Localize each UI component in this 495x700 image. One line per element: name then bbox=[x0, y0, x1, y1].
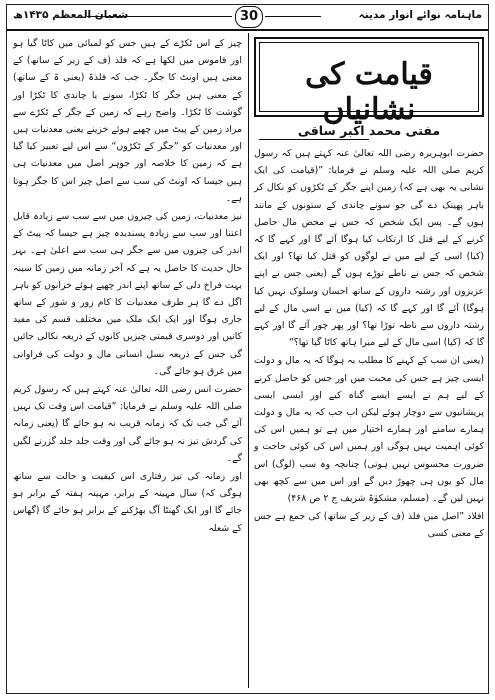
column-divider bbox=[248, 33, 249, 688]
paragraph: چیز کے اس ٹکڑے کے ہیں جس کو لمبائی میں کاٹا گیا ہو اور قاموس میں لکھا ہے کہ فلذ (ف کے زیر کے ساتھ) کے معنی ہیں اونٹ کا جگر۔ جب کہ فلذۃ (یعنی ۃ کے ساتھ) کے معنی ہیں جگر کا ٹکڑا، سونے یا چاندی کا ٹکڑا اور گوشت کا ٹکڑا۔ واضح رہے کہ زمین کے جگر کے ٹکڑے سے مراد زمین کے پیٹ میں چھپے ہوئے خزینے یعنی معدنیات ہیں اور معدنیات کو ”جگر کے ٹکڑوں“ سے اس لیے تعبیر کیا گیا ہے کہ زمین کا خلاصہ اور جوہر اصل میں معدنیات ہی ہیں جیسا کہ اونٹ کی سب سے اصل چیز اس کا جگر ہوتا ہے۔ bbox=[13, 38, 242, 204]
paragraph: (یعنی ان سب کے کہنے کا مطلب یہ ہوگا کہ یہ مال و دولت ایسی چیز ہے جس کی محبت میں اور جس کو حاصل کرنے کے لیے ہم نے ایسے ایسے گناہ کیے اور ایسی ایسی پریشانیوں سے دوچار ہوئے لیکن اب جب کہ یہ مال و دولت ہمارے سامنے اور ہمارے اختیار میں ہے تو ہمیں اس کی کوئی اہمیت نہیں ہوگی اور ہمیں اس کی کوئی حاجت و ضرورت محسوس نہیں ہوتی) چنانچہ وہ سب (لوگ) اس مال کو یوں ہی چھوڑ دیں گے اور اس میں سے کچھ بھی نہیں لیں گے۔ (مسلم، مشکوٰۃ شریف ج ۲ ص ۴۶۸) bbox=[254, 355, 484, 505]
page-header bbox=[7, 5, 488, 31]
paragraph: حضرت انس رضی اللہ تعالیٰ عنہ کہتے ہیں کہ رسول کریم صلی اللہ علیہ وسلم نے فرمایا: ”قیامت اس وقت تک نہیں آئے گی جب تک کہ زمانہ قریب نہ ہو جائے گا (یعنی زمانہ کی گردش تیز نہ ہو جائے گی اور وقت جلد جلد گزرنے لگیں گے۔ bbox=[13, 384, 242, 464]
article-author: مفتی محمد اکبر ساقی bbox=[297, 123, 441, 138]
paragraph: افلاذ ”اصل میں فلذ (ف کے زیر کے ساتھ) کی جمع ہے جس کے معنی کسی bbox=[254, 511, 484, 540]
article-title: قیامت کی نشانیاں bbox=[305, 57, 433, 127]
header-rule-right bbox=[265, 16, 321, 17]
left-column bbox=[13, 35, 242, 538]
title-frame bbox=[254, 37, 484, 127]
paragraph: نیز معدنیات، زمین کی چیزوں میں سے سب سے زیادہ قابل اعتنا اور سب سے زیادہ پسندیدہ چیز ہے جیسا کہ پیٹ کے اندر کی چیزوں میں سے جگر ہی سب سے اعلیٰ ہے۔ بہر حال حدیث کا حاصل یہ ہے کہ آخر زمانہ میں زمین کا سینہ بہت فراخ دلی کے ساتھ اپنے اندر چھپے ہوئے خزانوں کو باہر اگل دے گا ہر طرف معدنیات کا کام زور و شور کے ساتھ جاری ہوگا اور ایک ایک ملک میں مختلف قسم کی مفید کانیں اور دوسری قیمتی چیزیں کانوں کے ذریعہ نکالی جائیں گی جس کے ذریعہ نسل انسانی مال و دولت کی فراوانی میں غرق ہو جائے گی۔ bbox=[13, 211, 242, 377]
magazine-page bbox=[6, 4, 489, 694]
issue-date: شعبان المعظم ۱۴۳۵ھ bbox=[13, 9, 129, 21]
magazine-name: ماہنامہ نوائے انوار مدینہ bbox=[358, 9, 482, 21]
author-underline bbox=[259, 139, 369, 140]
page-number: 30 bbox=[235, 6, 263, 28]
paragraph: اور زمانہ کی تیز رفتاری اس کیفیت و حالت سے ساتھ ہوگی کہ) سال مہینہ کے برابر، مہینہ ہفتہ کے برابر ہو جائے گا اور ایک گھنٹا آگ بھڑکنے کے برابر ہو جائے گا (گھاس کے شعلہ bbox=[13, 471, 242, 534]
title-inner-frame bbox=[259, 42, 479, 127]
paragraph: حضرت ابوہریرہ رضی اللہ تعالیٰ عنہ کہتے ہیں کہ رسول کریم صلی اللہ علیہ وسلم نے فرمایا: ”(قیامت کی ایک نشانی یہ بھی ہے کہ) زمین اپنے جگر کے ٹکڑوں کو نکال کر باہر پھینک دے گی جو سونے چاندی کے ستونوں کے مانند ہوں گے۔ پس ایک شخص کہ جس نے محض مال حاصل کرنے کے لیے قتل کا ارتکاب کیا ہوگا آئے گا اور کہے گا کہ (کیا) اسی کے لیے میں نے لوگوں کو قتل کیا تھا؟ اور ایک شخص کہ جس نے ناطے توڑے ہوں گے (یعنی جس نے اپنے عزیزوں اور رشتہ داروں کے ساتھ احسان وسلوک نہیں کیا ہوگا) آئے گا اور کہے گا کہ (کیا) میں نے اسی مال کے لیے رشتہ داروں سے ناطہ توڑا تھا؟ اور پھر چور آئے گا اور کہے گا کہ (کیا) اسی مال کے لیے میرا ہاتھ کاٹا گیا تھا؟“ bbox=[254, 148, 484, 349]
right-column bbox=[254, 145, 484, 544]
